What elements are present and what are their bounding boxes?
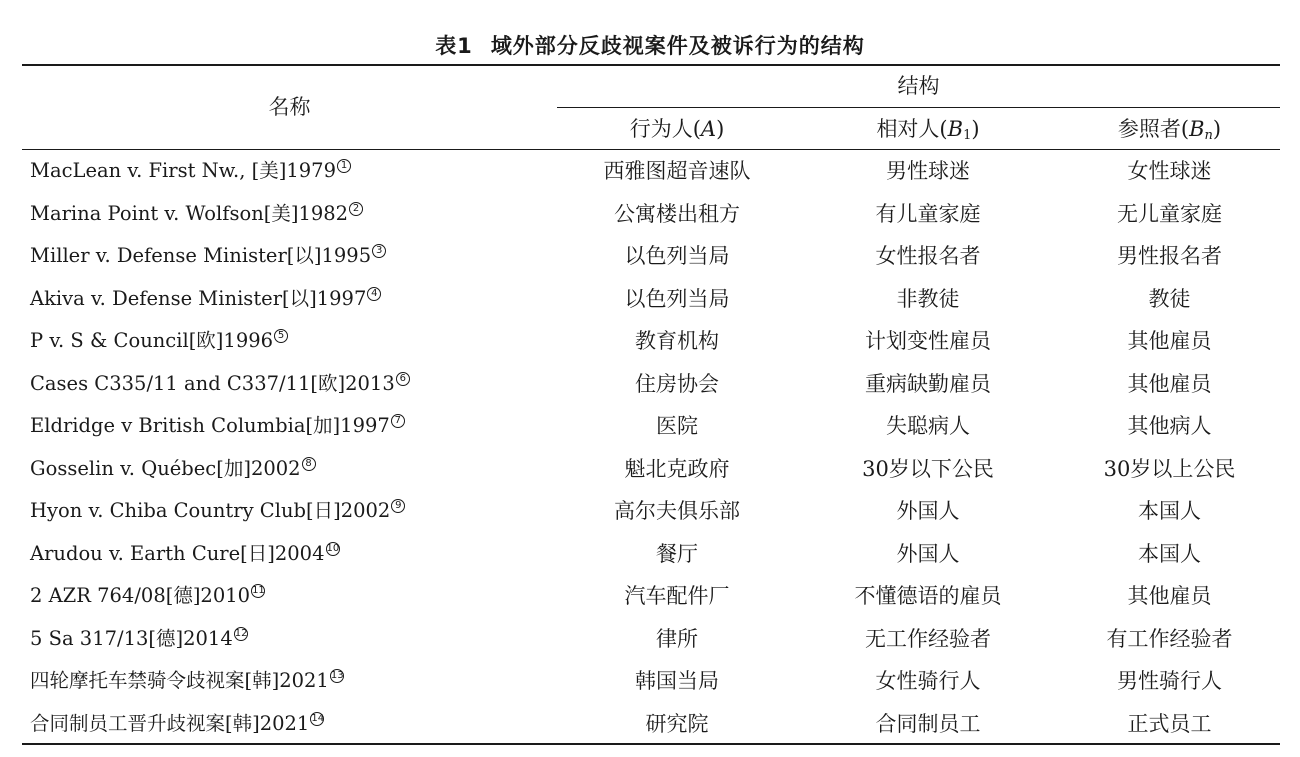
table-row (0, 278, 1300, 321)
header-name: 名称 (268, 95, 311, 119)
relative-cell: 非教徒 (896, 286, 960, 311)
table-row (0, 320, 1300, 363)
table-row (0, 448, 1300, 491)
reference-cell: 其他雇员 (1127, 584, 1212, 608)
footnote-marker: 1 (337, 159, 351, 173)
reference-cell: 无儿童家庭 (1117, 201, 1222, 226)
footnote-marker: 13 (330, 670, 344, 681)
actor-cell: 教育机构 (635, 329, 719, 353)
footnote-marker: 5 (274, 329, 288, 343)
table-row (0, 405, 1300, 448)
relative-cell: 重病缺勤雇员 (865, 371, 991, 396)
table-row (0, 575, 1300, 618)
case-name: Eldridge v British Columbia[加]1997 7 (30, 405, 405, 447)
relative-cell: 女性骑行人 (875, 669, 981, 693)
reference-cell: 男性报名者 (1117, 244, 1222, 268)
reference-cell: 其他雇员 (1127, 371, 1212, 396)
header-reference: 参照者$(B_n)$ (1117, 117, 1222, 143)
actor-cell: 汽车配件厂 (624, 584, 730, 608)
relative-cell: 不懂德语的雇员 (854, 584, 1002, 608)
actor-cell: 魁北克政府 (624, 456, 730, 481)
actor-cell: 以色列当局 (624, 286, 730, 311)
actor-cell: 医院 (656, 414, 698, 438)
table-row (0, 490, 1300, 533)
case-name: 5 Sa 317/13[德]2014 12 (30, 626, 248, 650)
footnote-marker: 10 (326, 542, 340, 554)
actor-cell: 住房协会 (635, 371, 719, 396)
relative-cell: 失聪病人 (886, 414, 970, 438)
footnote-marker: 8 (302, 457, 316, 471)
reference-cell: 教徒 (1148, 286, 1191, 311)
top-rule (22, 64, 1280, 66)
footnote-marker: 6 (396, 372, 410, 386)
reference-cell: 男性骑行人 (1117, 669, 1222, 693)
footnote-marker: 9 (391, 499, 405, 513)
actor-cell: 研究院 (645, 711, 709, 736)
table-row (0, 150, 1300, 193)
reference-cell: 其他雇员 (1127, 329, 1212, 353)
table-row (0, 618, 1300, 661)
table-row (0, 703, 1300, 746)
reference-cell: 女性球迷 (1127, 159, 1212, 183)
relative-cell: 无工作经验者 (865, 626, 991, 651)
relative-cell: 合同制员工 (875, 711, 981, 736)
structure-rule (557, 107, 1280, 108)
reference-cell: 有工作经验者 (1106, 626, 1233, 651)
footnote-marker: 2 (349, 202, 363, 216)
table-row (0, 363, 1300, 406)
footnote-marker: 4 (367, 287, 381, 301)
relative-cell: 外国人 (896, 499, 960, 523)
header-actor: 行为人(A) (629, 117, 725, 141)
reference-cell: 其他病人 (1127, 414, 1212, 438)
actor-cell: 餐厅 (656, 541, 698, 566)
footnote-marker: 14 (311, 712, 325, 724)
header-structure: 结构 (897, 74, 940, 98)
case-name: Cases C335/11 and C337/11[欧]2013 6 (30, 363, 410, 405)
reference-cell: 本国人 (1138, 499, 1201, 523)
relative-cell: 计划变性雇员 (865, 329, 991, 353)
case-name: Miller v. Defense Minister[以]1995 3 (30, 235, 386, 277)
relative-cell: 外国人 (896, 541, 960, 566)
case-name: 合同制员工晋升歧视案[韩]2021 14 (30, 711, 325, 735)
case-name: Akiva v. Defense Minister[以]1997 4 (30, 278, 381, 320)
case-name: Gosselin v. Québec[加]2002 8 (30, 448, 316, 490)
footnote-marker: 12 (234, 627, 248, 639)
footnote-marker: 7 (391, 414, 405, 428)
table-row (0, 193, 1300, 236)
footnote-marker: 11 (252, 585, 265, 596)
relative-cell: 30岁以下公民 (862, 456, 994, 481)
case-name: P v. S & Council[欧]1996 5 (30, 320, 288, 362)
table-row (0, 660, 1300, 703)
actor-cell: 韩国当局 (635, 669, 719, 693)
case-name: MacLean v. First Nw., [美]1979 1 (30, 150, 351, 192)
relative-cell: 女性报名者 (875, 244, 981, 268)
case-name: Hyon v. Chiba Country Club[日]2002 9 (30, 490, 405, 532)
footnote-marker: 3 (372, 244, 386, 258)
relative-cell: 男性球迷 (886, 159, 970, 183)
reference-cell: 正式员工 (1127, 711, 1212, 736)
table-row (0, 533, 1300, 576)
actor-cell: 律所 (656, 626, 698, 651)
case-name: Marina Point v. Wolfson[美]1982 2 (30, 193, 363, 235)
case-name: 2 AZR 764/08[德]2010 11 (30, 584, 265, 607)
table-body (0, 150, 1300, 745)
case-name: Arudou v. Earth Cure[日]2004 10 (30, 541, 340, 565)
table-caption (0, 30, 1300, 60)
actor-cell: 西雅图超音速队 (603, 159, 751, 183)
actor-cell: 高尔夫俱乐部 (614, 499, 740, 523)
table-title: 域外部分反歧视案件及被诉行为的结构 (490, 34, 865, 58)
reference-cell: 30岁以上公民 (1103, 456, 1236, 481)
header-relative: 相对人$(B_1)$ (876, 117, 980, 143)
reference-cell: 本国人 (1138, 541, 1201, 566)
case-name: 四轮摩托车禁骑令歧视案[韩]2021 13 (30, 669, 344, 692)
table-row (0, 235, 1300, 278)
actor-cell: 公寓楼出租方 (614, 201, 740, 226)
actor-cell: 以色列当局 (624, 244, 730, 268)
relative-cell: 有儿童家庭 (875, 201, 981, 226)
table-number: 表1 (435, 34, 473, 58)
